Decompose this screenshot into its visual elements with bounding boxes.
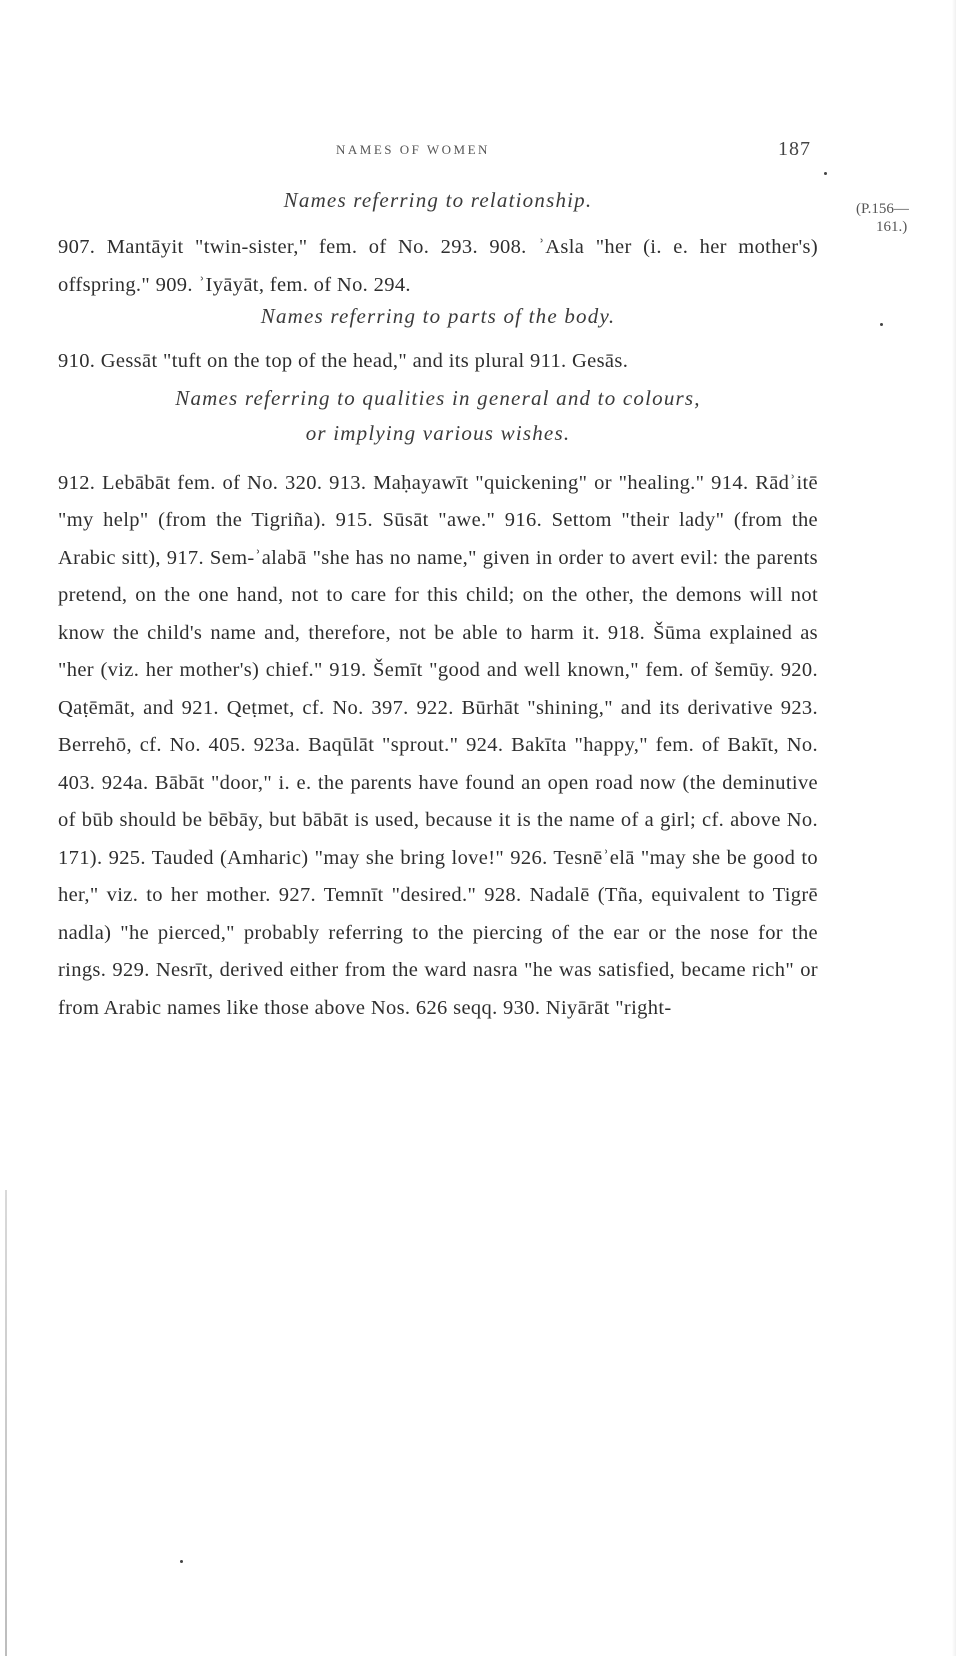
margin-note-line-2: 161.) — [876, 219, 908, 235]
speck — [880, 323, 883, 326]
section-heading-qualities-line-1: Names referring to qualities in general and to colours, — [175, 385, 701, 410]
section-heading-qualities — [58, 381, 818, 451]
margin-note-line-1: (P.156— — [856, 201, 909, 217]
section-heading-relationship: Names referring to relationship. — [283, 188, 593, 212]
section-heading-body-parts: Names referring to parts of the body. — [260, 304, 616, 328]
running-title: NAMES OF WOMEN — [336, 142, 490, 157]
scan-edge-shade — [952, 0, 956, 1656]
main-text — [58, 188, 818, 1027]
speck — [180, 1560, 183, 1563]
margin-note — [856, 200, 946, 236]
section-heading-qualities-line-2: or implying various wishes. — [305, 420, 571, 445]
paragraph-body-parts: 910. Gessāt "tuft on the top of the head," and its plural 911. Gesās. — [58, 350, 629, 372]
speck — [824, 172, 827, 175]
paragraph-relationship: 907. Mantāyit "twin-sister," fem. of No. 293. 908. ʾAsla "her (i. e. her mother's) offspring." 909. ʾIyāyāt, fem. of No. 294. — [58, 236, 818, 296]
paragraph-qualities: 912. Lebābāt fem. of No. 320. 913. Maḥayawīt "quickening" or "healing." 914. Rādʾitē "my help" (from the Tigriña). 915. Sūsāt "awe." 916. Settom "their lady" (from the Arabic sitt), 917. Sem-ʾalabā "she has no name," given in order to avert evil: the parents pretend, on the one hand, not to care for this child; on the other, the demons will not know the child's name and, therefore, not be able to harm it. 918. Šūma explained as "her (viz. her mother's) chief." 919. Šemīt "good and well known," fem. of šemūy. 920. Qaṭēmāt, and 921. Qeṭmet, cf. No. 397. 922. Būrhāt "shining," and its derivative 923. Berrehō, cf. No. 405. 923a. Baqūlāt "sprout." 924. Bakīta "happy," fem. of Bakīt, No. 403. 924a. Bābāt "door," i. e. the parents have found an open road now (the deminutive of būb should be bēbāy, but bābāt is used, because it is the name of a girl; cf. above No. 171). 925. Tauded (Amharic) "may she bring love!" 926. Tesnēʾelā "may she be good to her," viz. to her mother. 927. Temnīt "desired." 928. Nadalē (Tña, equivalent to Tigrē nadla) "he pierced," probably referring to the piercing of the ear or the nose for the rings. 929. Nesrīt, derived either from the ward nasra "he was satisfied, became rich" or from Arabic names like those above Nos. 626 seqq. 930. Niyārāt "right- — [58, 471, 818, 1019]
scan-edge-line — [5, 1190, 7, 1656]
running-head — [0, 140, 956, 164]
page-number: 187 — [778, 138, 811, 160]
